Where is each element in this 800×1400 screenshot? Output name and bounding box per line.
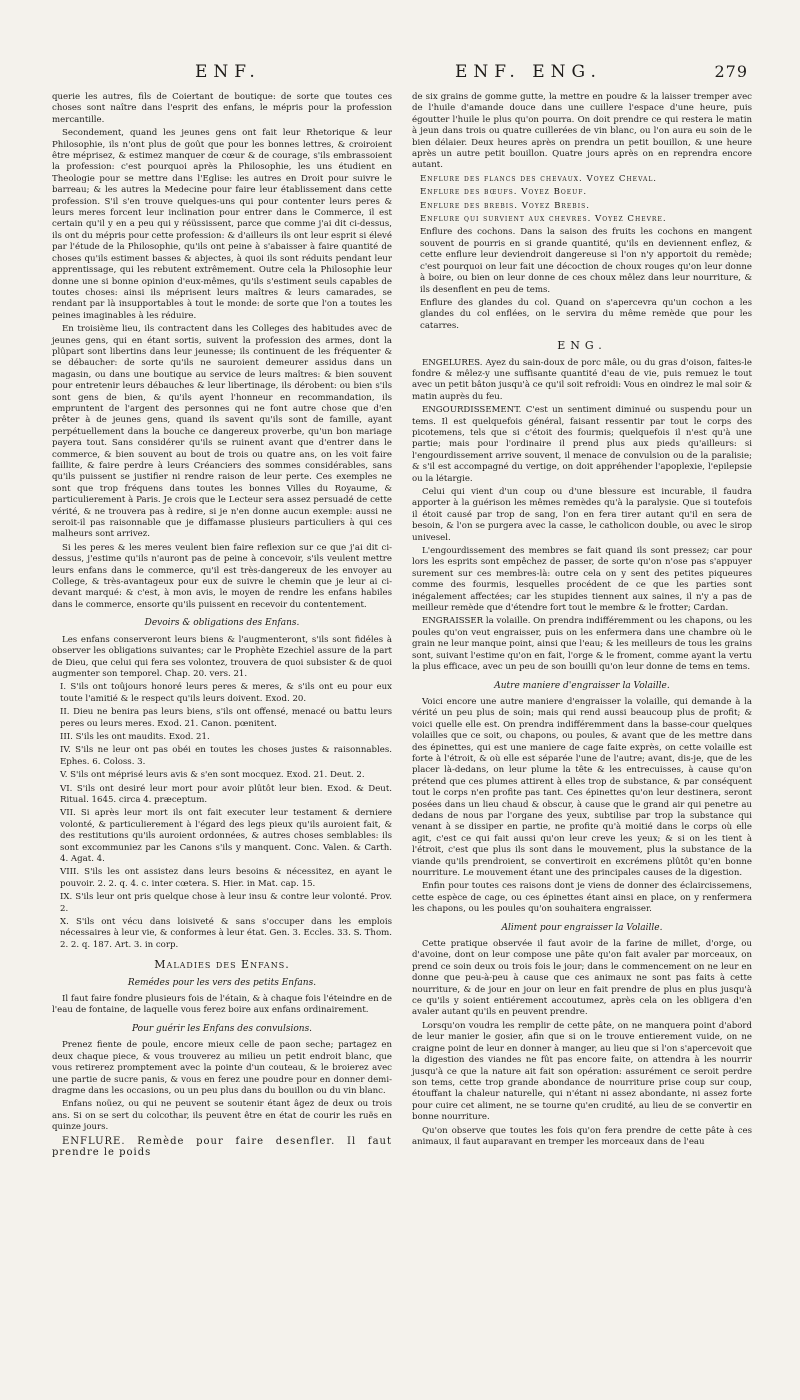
list-item: VI. S'ils ont desiré leur mort pour avoir plûtôt leur bien. Exod. & Deut. Ritual. 1645. circa 4. præceptum.: [60, 783, 392, 805]
entry: Enflure des glandes du col. Quand on s'apercevra qu'un cochon a les glandes du col enflées, on le servira du même remède que pour les catarres.: [420, 297, 752, 331]
section-title-eng: ENG.: [557, 339, 607, 353]
paragraph: Celui qui vient d'un coup ou d'une blessure est incurable, il faudra apporter à la guérison les mêmes remèdes qu'à la paralysie. Que si toutefois il étoit causé par trop de sang, l'on en fera tirer autant qu'il en sera de besoin, & l'on se purgera avec la casse, le catholicon double, ou avec le sirop univesel.: [412, 487, 752, 543]
paragraph: Prenez fiente de poule, encore mieux celle de paon seche; partagez en deux chaque piece, & vous trouverez au milieu un petit endroit blanc, que vous retirerez promptement avec la pointe d'un couteau, & le broierez avec une partie de sucre panis, & vous en ferez une poudre pour en donner demi-dragme dans les occasions, ou un peu plus dans du bouillon ou du vin blanc.: [52, 1040, 392, 1096]
paragraph: Cette pratique observée il faut avoir de la farine de millet, d'orge, ou d'avoine, dont on leur compose une pâte qu'on fait avaler par morceaux, on prend ce soin deux ou trois fois le jour; dans le commencement on ne leur en donne que peu-à-peu à cause que ces animaux ne sont pas faits à cette nourriture, & de jour en jour on leur en fait prendre de plus en plus jusqu'à ce qu'ils y soient entiérement accoutumez, après cela on les obligera d'en avaler autant qu'ils en peuvent prendre.: [412, 939, 752, 1018]
section-title-remedes: Remédes pour les vers des petits Enfans.: [127, 977, 317, 988]
entry: Enflure des flancs des chevaux. Voyez Cheval.: [420, 173, 658, 184]
paragraph: Enfin pour toutes ces raisons dont je viens de donner des éclaircissemens, cette espèce de cage, ou ces épinettes étant ainsi en place, on y renfermera les chapons, ou les poules qu'on souhaitera engraisser.: [412, 881, 752, 915]
list-item: IX. S'ils leur ont pris quelque chose à leur insu & contre leur volonté. Prov. 2.: [60, 892, 392, 914]
page-number: 279: [714, 62, 748, 81]
list-item: V. S'ils ont méprisé leurs avis & s'en sont mocquez. Exod. 21. Deut. 2.: [60, 770, 365, 781]
list-item: II. Dieu ne benira pas leurs biens, s'ils ont offensé, menacé ou battu leurs peres ou leurs meres. Exod. 21. Canon. pœnitent.: [60, 707, 392, 729]
paragraph-engraisser: ENGRAISSER la volaille. On prendra indifféremment ou les chapons, ou les poules qu'on veut engraisser, puis on les enfermera dans une chambre où le grain ne leur manque point, ainsi que l'eau; & les meilleurs de tous les grains sont, suivant l'estime qu'on en fait, l'orge & le froment, comme ayant la vertu la plus efficace, avec un peu de son bouilli qu'on leur donne de tems en tems.: [412, 616, 752, 673]
list-item: VIII. S'ils les ont assistez dans leurs besoins & nécessitez, en ayant le pouvoir. 2. 2. q. 4. c. inter cœtera. S. Hier. in Mat. cap. 15.: [60, 867, 392, 889]
paragraph: Il faut faire fondre plusieurs fois de l'étain, & à chaque fois l'éteindre en de l'eau de fontaine, de laquelle vous ferez boire aux enfans ordinairement.: [52, 994, 392, 1016]
running-head-left: ENF.: [195, 62, 261, 82]
section-title-maladies: Maladies des Enfans.: [154, 958, 290, 972]
paragraph: Si les peres & les meres veulent bien faire reflexion sur ce que j'ai dit ci-dessus, j'estime qu'ils n'auront pas de peine à concevoir, s'ils veulent mettre leurs enfans dans le commerce, qu'il est très-dangereux de les envoyer au College, & très-avantageux pour eux de suivre le chemin que je leur ai ci-devant marqué: & c'est, à mon avis, le moyen de rendre les enfans habiles dans le commerce, ensorte qu'ils puissent en recevoir du contentement.: [52, 542, 392, 610]
right-column: [412, 92, 752, 1160]
left-column: [52, 92, 392, 1160]
list-item: IV. S'ils ne leur ont pas obéi en toutes les choses justes & raisonnables. Ephes. 6. Coloss. 3.: [60, 745, 392, 767]
paragraph: Enfans noüez, ou qui ne peuvent se soutenir étant âgez de deux ou trois ans. Si on se sert du colcothar, ils peuvent être en état de courir les ruës en quinze jours.: [52, 1099, 392, 1133]
paragraph: Secondement, quand les jeunes gens ont fait leur Rhetorique & leur Philosophie, ils n'ont plus de goût que pour les bonnes lettres, & croiroient être méprisez, & estimez manquer de cœur & de courage, s'ils embrassoient la profession: c'est pourquoi après la Philosophie, les uns étudient en Theologie pour se mettre dans l'Eglise: les autres en Droit pour suivre le barreau; & les autres la Medecine pour faire leur établissement dans cette profession. S'il s'en trouve quelques-uns qui pour contenter leurs peres & leurs meres forcent leur inclination pour entrer dans le Commerce, il est certain qu'il y en a peu qui y réüssissent, parce que comme j'ai dit ci-dessus, ils ont du mépris pour cette profession: & d'ailleurs ils ont leur esprit si élevé par l'étude de la Philosophie, qu'ils ont peine à s'abaisser à faire quantité de choses qu'ils estiment basses & abjectes, à quoi ils sont réduits pendant leur apprentissage, qui les rebutent extrêmement. Outre cela la Philosophie leur donne une si bonne opinion d'eux-mêmes, qu'ils s'estiment seuls capables de toutes choses: ainsi ils méprisent leurs maîtres & leurs camarades, se rendant par là insupportables à tout le monde: de sorte que l'on a toutes les peines imaginables à les réduire.: [52, 128, 392, 321]
section-title-devoirs: Devoirs & obligations des Enfans.: [144, 618, 300, 629]
paragraph-enflure: ENFLURE. Remède pour faire desenfler. Il faut prendre le poids: [52, 1135, 392, 1158]
entry: Enflure des bœufs. Voyez Boeuf.: [420, 187, 588, 198]
entry: Enflure qui survient aux chevres. Voyez Chevre.: [420, 214, 667, 225]
list-item: X. S'ils ont vécu dans loisiveté & sans s'occuper dans les emplois nécessaires à leur vie, & conformes à leur état. Gen. 3. Eccles. 33. S. Thom. 2. 2. q. 187. Art. 3. in corp.: [60, 917, 392, 950]
paragraph: Qu'on observe que toutes les fois qu'on fera prendre de cette pâte à ces animaux, il faut auparavant en tremper les morceaux dans de l'eau: [412, 1125, 752, 1147]
paragraph: En troisième lieu, ils contractent dans les Colleges des habitudes avec de jeunes gens, qui en étant sortis, suivent la profession des armes, dont la plûpart sont libertins dans leur jeunesse; ils continuent de les fréquenter & se débaucher: de sorte qu'ils ne sauroient demeurer assidus dans un magasin, ou dans une boutique au service de leurs maîtres: & bien souvent pour entretenir leurs débauches & leur libertinage, ils dérobent: ou bien s'ils sont gens de bien, & qu'ils ayent l'honneur en recommandation, ils empruntent de l'argent des personnes qui ne font autre chose que d'en prêter à de jeunes gens, quand ils savent qu'ils sont de famille, ayant perpétuellement dans la bouche ce dangereux proverbe, qu'un bon mariage payera tout. Sans considérer qu'ils se ruinent avant que d'entrer dans le commerce, & bien souvent au bout de trois ou quatre ans, on les voit faire faillite, & faire perdre à leurs Créanciers des sommes considérables, sans qu'ils puissent se justifier ni rendre raison de leur perte. Ces exemples ne sont que trop fréquens dans toutes les bonnes Villes du Royaume, & particulierement à Paris. Je crois que le Lecteur sera assez persuadé de cette vérité, & ne trouvera pas à redire, si je n'en donne aucun exemple: aussi ne seroit-il pas raisonnable que je diffamasse plusieurs particuliers à qui ces malheurs sont arrivez.: [52, 324, 392, 540]
section-title-autre-maniere: Autre maniere d'engraisser la Volaille.: [494, 680, 670, 691]
entry: Enflure des cochons. Dans la saison des fruits les cochons en mangent souvent de pourris en si grande quantité, qu'ils en deviennent enflez, & cette enflure leur deviendroit dangereuse si l'on n'y apportoit du remède; c'est pourquoi on leur fait une décoction de choux rouges qu'on leur donne à boire, ou bien on leur donne de ces choux mêlez dans leur nourriture, & ils desenflent en peu de tems.: [420, 227, 752, 295]
list-item: III. S'ils les ont maudits. Exod. 21.: [60, 731, 210, 742]
paragraph: Les enfans conserveront leurs biens & l'augmenteront, s'ils sont fidéles à observer les obligations suivantes; car le Prophète Ezechiel assure de la part de Dieu, que celui qui fera ses volontez, trouvera de quoi subsister & de quoi augmenter son temporel. Chap. 20. vers. 21.: [52, 634, 392, 679]
list-item: VII. Si après leur mort ils ont fait executer leur testament & derniere volonté, & particulierement à l'égard des legs pieux qu'ils auroient fait, & des restitutions qu'ils auroient ordonnées, & autres choses semblables: ils sont excommuniez par les Canons s'ils y manquent. Conc. Valen. & Carth. 4. Agat. 4.: [60, 808, 392, 864]
section-title-convulsions: Pour guérir les Enfans des convulsions.: [131, 1023, 313, 1034]
entry: Enflure des brebis. Voyez Brebis.: [420, 200, 590, 211]
running-head-right: ENF. ENG.: [455, 62, 602, 82]
list-item: I. S'ils ont toûjours honoré leurs peres & meres, & s'ils ont eu pour eux toute l'amitié & le respect qu'ils leurs doivent. Exod. 20.: [60, 682, 392, 704]
section-title-aliment: Aliment pour engraisser la Volaille.: [501, 922, 663, 933]
paragraph-engourdissement: ENGOURDISSEMENT. C'est un sentiment diminué ou suspendu pour un tems. Il est quelquefois général, faisant ressentir par tout le corps des picotemens, tels que si c'étoit des fourmis; quelquefois il n'est qu'à une partie; mais pour l'ordinaire il prend plus aux pieds qu'ailleurs: si l'engourdissement arrive souvent, il menace de convulsion ou de la paralisie; & s'il est accompagné du vertige, on doit appréhender l'apoplexie, l'epilepsie ou la létargie.: [412, 405, 752, 484]
text-columns: [52, 92, 752, 1160]
paragraph: querie les autres, fils de Coiertant de boutique: de sorte que toutes ces choses sont naître dans l'esprit des enfans, le mépris pour la profession mercantille.: [52, 92, 392, 125]
paragraph: Lorsqu'on voudra les remplir de cette pâte, on ne manquera point d'abord de leur manier le gosier, afin que si on le trouve entierement vuide, on ne craigne point de leur en donner à manger, au lieu que si l'on s'apercevoit que la digestion des viandes ne fût pas encore faite, on attendra à les nourrir jusqu'à ce que la nature ait fait son opération: assurément ce seroit perdre son tems, cette trop grande abondance de nourriture prise coup sur coup, étouffant la chaleur naturelle, qui n'étant ni assez abondante, ni assez forte pour cuire cet aliment, ne se tourne qu'en crudité, au lieu de se convertir en bonne nourriture.: [412, 1020, 752, 1123]
paragraph: L'engourdissement des membres se fait quand ils sont pressez; car pour lors les esprits sont empêchez de passer, de sorte qu'on n'ose pas s'appuyer surement sur ces membres-là: outre cela on y sent des petites piqueures comme des fourmis, lesquelles procédent de ce que les parties sont inégalement affectées; car les stupides tiennent aux saines, il n'y a pas de meilleur remède que d'étendre fort tout le membre & le frotter; Cardan.: [412, 546, 752, 614]
paragraph: de six grains de gomme gutte, la mettre en poudre & la laisser tremper avec de l'huile d'amande douce dans une cuillere l'espace d'une heure, puis égoutter l'huile le plus qu'on pourra. On doit prendre ce qui restera le matin à jeun dans trois ou quatre cuillerées de vin blanc, ou l'on aura eu soin de le bien délaier. Deux heures après on prendra un petit bouillon, & une heure après un autre petit bouillon. Quatre jours après on en reprendra encore autant.: [412, 92, 752, 171]
paragraph-engelures: ENGELURES. Ayez du sain-doux de porc mâle, ou du gras d'oison, faites-le fondre & mêlez-y une suffisante quantité d'eau de vie, puis remuez le tout avec un petit bâton jusqu'à ce qu'il soit refroidi: Vous en oindrez le mal soir & matin auprès du feu.: [412, 357, 752, 402]
paragraph: Voici encore une autre maniere d'engraisser la volaille, qui demande à la vérité un peu plus de soin; mais qui rend aussi beaucoup plus de profit; & voici quelle elle est. On prendra indifféremment dans la basse-cour quelques volailles que ce soit, ou chapons, ou poules, & avant que de les mettre dans des épinettes, qui est une maniere de cage faite exprès, on cette volaille est forte à l'étroit, & où elle est séparée l'une de l'autre; avant, dis-je, que de les placer là-dedans, on leur plume la tête & les entrecuisses, à cause qu'on prétend que ces plumes attirent à elles trop de substance, & par conséquent tout le corps n'en profite pas tant. Ces épinettes qu'on leur destinera, seront posées dans un lieu chaud & obscur, à cause que le grand air qui penetre au dedans de nous par l'organe des yeux, subtilise par trop la substance qui venant à se dissiper en partie, ne profite qu'à moitié dans le corps où elle agit, c'est ce qui fait aussi qu'on leur creve les yeux; & si on les tient à l'étroit, c'est que plus ils sont dans le mouvement, plus la substance de la viande qu'ils prendroient, se convertiroit en excrémens plûtôt qu'en bonne nourriture. Le mouvement étant une des principales causes de la digestion.: [412, 696, 752, 878]
